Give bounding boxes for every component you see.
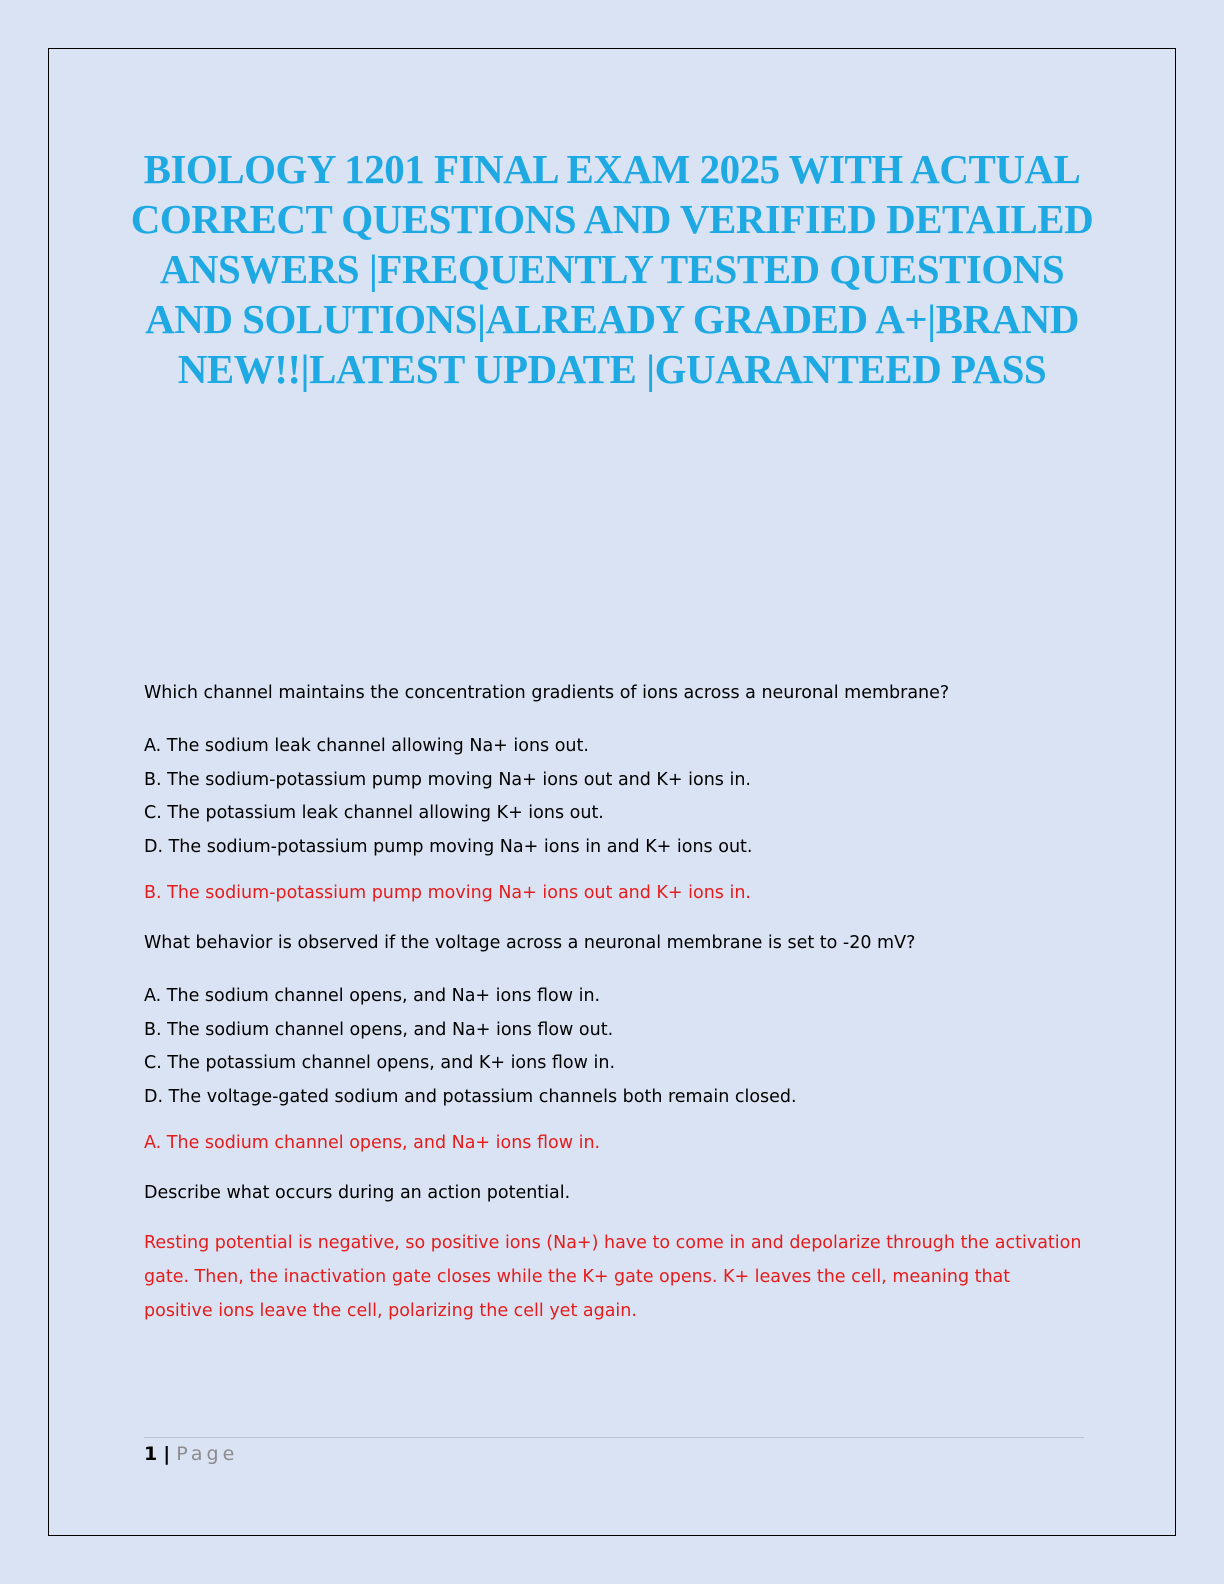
document-body: [144, 680, 1084, 1328]
footer-divider: [144, 1437, 1084, 1438]
question-1-options: [144, 730, 1084, 864]
question-2: What behavior is observed if the voltage across a neuronal membrane is set to -20 mV?: [144, 933, 916, 953]
option-d: D. The sodium-potassium pump moving Na+ ions in and K+ ions out.: [144, 836, 753, 857]
answer-1: B. The sodium-potassium pump moving Na+ ions out and K+ ions in.: [144, 883, 751, 903]
option-b: B. The sodium-potassium pump moving Na+ ions out and K+ ions in.: [144, 769, 751, 790]
page-label: Page: [176, 1443, 239, 1465]
option-a: A. The sodium channel opens, and Na+ ions flow in.: [144, 986, 601, 1006]
question-1: Which channel maintains the concentration gradients of ions across a neuronal membrane?: [144, 683, 950, 703]
answer-2: A. The sodium channel opens, and Na+ ions flow in.: [144, 1133, 601, 1153]
option-a: A. The sodium leak channel allowing Na+ ions out.: [144, 736, 589, 756]
option-c: C. The potassium channel opens, and K+ ions flow in.: [144, 1053, 616, 1073]
page-number: 1: [144, 1443, 158, 1465]
question-2-options: [144, 980, 1084, 1114]
option-d: D. The voltage-gated sodium and potassium channels both remain closed.: [144, 1086, 797, 1107]
document-title: BIOLOGY 1201 FINAL EXAM 2025 WITH ACTUAL CORRECT QUESTIONS AND VERIFIED DETAILED ANSWERS |FREQUENTLY TESTED QUESTIONS AND SOLUTIONS|ALREADY GRADED A+|BRAND NEW!!|LATEST UPDATE |GUARANTEED PASS: [130, 146, 1094, 392]
option-c: C. The potassium leak channel allowing K+ ions out.: [144, 803, 604, 823]
option-b: B. The sodium channel opens, and Na+ ions flow out.: [144, 1019, 614, 1040]
question-3: Describe what occurs during an action potential.: [144, 1183, 571, 1203]
page-footer: [144, 1442, 238, 1466]
page-separator: |: [163, 1443, 171, 1465]
answer-3: Resting potential is negative, so positive ions (Na+) have to come in and depolarize through the activation gate. Then, the inactivation gate closes while the K+ gate opens. K+ leaves the cell, meaning that positive ions leave the cell, polarizing the cell yet again.: [144, 1233, 1082, 1321]
